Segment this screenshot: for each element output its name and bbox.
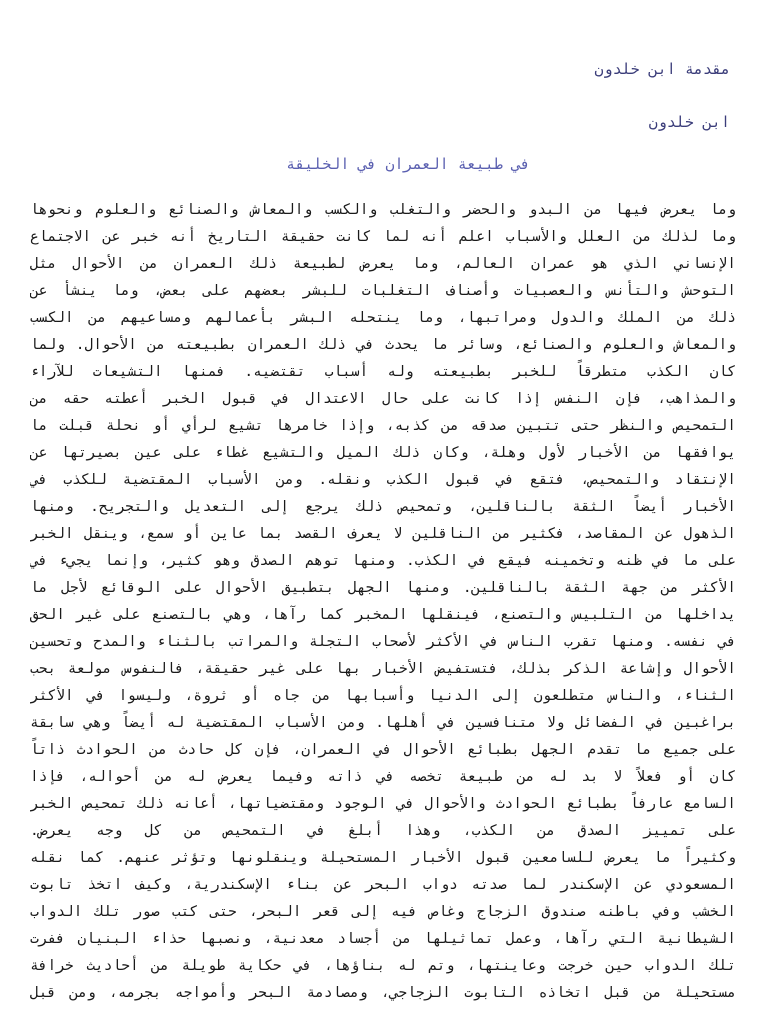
text-line: الذهول عن المقاصد، فكثير من الناقلين لا يعرف القصد بما عاين أو سمع، وينقل الخبر [30,526,736,542]
text-line: كان الكذب متطرقاً للخبر بطبيعته وله أسباب تقتضيه. فمنها التشيعات للآراء [30,364,736,380]
text-line: على جميع ما تقدم الجهل بطبائع الأحوال في العمران، فإن كل حادث من الحوادث ذاتاً [30,742,736,758]
text-line: الأخبار أيضاً الثقة بالناقلين، وتمحيص ذلك يرجع إلى التعديل والتجريح. ومنها [30,499,736,515]
text-line: التوحش والتأنس والعصبيات وأصناف التغلبات للبشر بعضهم على بعض، وما ينشأ عن [30,283,736,299]
text-line: وما لذلك من العلل والأسباب اعلم أنه لما كانت حقيقة التاريخ أنه خبر عن الاجتماع [30,229,736,245]
text-line: الأكثر من جهة الثقة بالناقلين. ومنها الجهل بتطبيق الأحوال على الوقائع لأجل ما [30,580,736,596]
text-line: التمحيص والنظر حتى تتبين صدقه من كذبه، وإذا خامرها تشيع لرأي أو نحلة قبلت ما [30,418,736,434]
text-line: ذلك من الملك والدول ومراتبها، وما ينتحله البشر بأعمالهم ومساعيهم من الكسب [30,310,736,326]
text-line: مستحيلة من قبل اتخاذه التابوت الزجاجي، ومصادمة البحر وأمواجه بجرمه، ومن قبل [30,985,736,1001]
text-line: على تمييز الصدق من الكذب، وهذا أبلغ في التمحيص من كل وجه يعرض. [30,823,736,839]
text-line: الثناء، والناس متطلعون إلى الدنيا وأسبابها من جاه أو ثروة، وليسوا في الأكثر [30,688,736,704]
book-title: مقدمة ابن خلدون [594,60,730,78]
text-line: وما يعرض فيها من البدو والحضر والتغلب والكسب والمعاش والصنائع والعلوم ونحوها [30,202,736,218]
text-line: الخشب وفي باطنه صندوق الزجاج وغاص فيه إلى قعر البحر، حتى كتب صور تلك الدواب [30,904,736,920]
text-line: يوافقها من الأخبار لأول وهلة، وكان ذلك الميل والتشيع غطاء على عين بصيرتها عن [30,445,736,461]
body-paragraph [30,197,736,1007]
text-line: الشيطانية التي رآها، وعمل تماثيلها من أجساد معدنية، ونصبها حذاء البنيان ففرت [30,931,736,947]
text-line: تلك الدواب حين خرجت وعاينتها، وتم له بناؤها، في حكاية طويلة من أحاديث خرافة [30,958,736,974]
text-line: السامع عارفاً بطبائع الحوادث والأحوال في الوجود ومقتضياتها، أعانه ذلك تمحيص الخبر [30,796,736,812]
text-line: المسعودي عن الإسكندر لما صدته دواب البحر عن بناء الإسكندرية، وكيف اتخذ تابوت [30,877,736,893]
text-line: الأحوال وإشاعة الذكر بذلك، فتستفيض الأخبار بها على غير حقيقة، فالنفوس مولعة بحب [30,661,736,677]
text-line: والمعاش والعلوم والصنائع، وسائر ما يحدث في ذلك العمران بطبيعته من الأحوال. ولما [30,337,736,353]
text-line: الإنتقاد والتمحيص، فتقع في قبول الكذب ونقله. ومن الأسباب المقتضية للكذب في [30,472,736,488]
text-line: يداخلها من التلبيس والتصنع، فينقلها المخبر كما رآها، وهي بالتصنع على غير الحق [30,607,736,623]
author-name: ابن خلدون [648,113,730,131]
chapter-title: في طبيعة العمران في الخليقة [286,155,530,173]
text-line: وكثيراً ما يعرض للسامعين قبول الأخبار المستحيلة وينقلونها وتؤثر عنهم. كما نقله [30,850,736,866]
text-line: براغبين في الفضائل ولا متنافسين في أهلها. ومن الأسباب المقتضية له أيضاً وهي سابقة [30,715,736,731]
text-line: في نفسه. ومنها تقرب الناس في الأكثر لأصحاب التجلة والمراتب بالثناء والمدح وتحسين [30,634,736,650]
text-line: على ما في ظنه وتخمينه فيقع في الكذب. ومنها توهم الصدق وهو كثير، وإنما يجيء في [30,553,736,569]
text-line: والمذاهب، فإن النفس إذا كانت على حال الاعتدال في قبول الخبر أعطته حقه من [30,391,736,407]
text-line: الإنساني الذي هو عمران العالم، وما يعرض لطبيعة ذلك العمران من الأحوال مثل [30,256,736,272]
text-line: كان أو فعلاً لا بد له من طبيعة تخصه في ذاته وفيما يعرض له من أحواله، فإذا [30,769,736,785]
